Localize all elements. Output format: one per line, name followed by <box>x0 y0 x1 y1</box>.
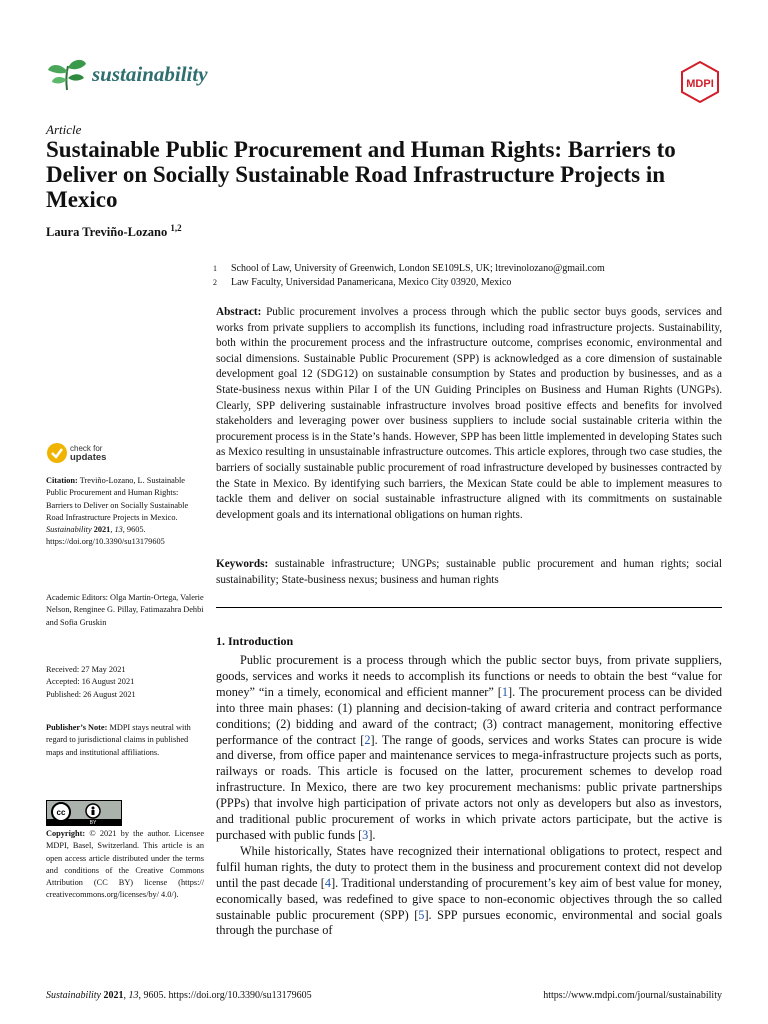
citation-block: Citation: Treviño-Lozano, L. Sustainable Public Procurement and Human Rights: Barriers to Deliver on Socially Sustainable Road Infrastructure Projects in Mexico. Sustainability 2021, 13, 9605. https://doi.org/10.3390/su13179605 <box>46 476 189 547</box>
affiliation-text: Law Faculty, Universidad Panamericana, Mexico City 03920, Mexico <box>231 277 512 288</box>
cc-by-text: BY <box>89 820 97 825</box>
affiliations <box>213 262 733 290</box>
mdpi-logo-icon <box>678 60 722 104</box>
abstract <box>216 305 722 523</box>
cc-by-icon <box>47 801 121 825</box>
received-date: Received: 27 May 2021 <box>46 665 126 674</box>
copyright-text: © 2021 by the author. Licensee MDPI, Basel, Switzerland. This article is an open access article distributed under the terms and conditions of the Creative Commons Attribution (CC BY) license (https:// creativecommons.org/licenses/by/ 4.0/). <box>46 829 204 900</box>
text-run: ]. The procurement process can be divided into three main phases: (1) planning and decision-taking of award criteria and contract performance conditions; (2) bidding and award of the contract; (3) contract management, monitoring effective performance of the contract [ <box>216 684 722 747</box>
affiliation-num: 1 <box>213 264 217 273</box>
mdpi-logo-text: MDPI <box>686 78 714 90</box>
journal-logo-icon <box>46 58 88 92</box>
check-for-updates-line2: updates <box>70 452 107 463</box>
divider <box>216 607 722 608</box>
keywords-text: sustainable infrastructure; UNGPs; sustainable public procurement and human rights; social sustainability; State-business nexus; business and human rights <box>216 558 722 586</box>
svg-text:cc: cc <box>56 808 66 817</box>
copyright-block <box>46 828 204 902</box>
text-run: ]. Traditional understanding of procurement’s key aim of best value for money, economically based, was redefined to give space to non-economic objectives through the so called sustainable public procurement (SPP) [ <box>216 875 722 922</box>
footer-journal: Sustainability <box>46 990 101 1001</box>
author-affil-sup: 1,2 <box>170 223 182 233</box>
check-for-updates-line1: check for <box>70 444 103 453</box>
abstract-text: Public procurement involves a process through which the public sector buys goods, services and works from private suppliers to accomplish its functions, including road infrastructure projects. Sustainability, both within the procurement process and the infrastructure outcome, comprises economic, environmental and social dimensions. Sustainable Public Procurement (SPP) is acknowledged as a core dimension of sustainable development goal 12 (SDG12) on sustainable consumption by States and production by businesses, and as a State-business nexus within Pilar I of the UN Guiding Principles on Business and Human Rights (UNGPs). Clearly, SPP delivering sustainable infrastructure involves broad positive effects and benefits for involved stakeholders and leveraging power over business suppliers to include social sustainable criteria within the procurement process is in the State’s hands. However, SPP has been little implemented in developing States such as Mexico resulting in unsustainable infrastructure outcomes. This article explores, through two case studies, the barriers of socially sustainable public procurement of road infrastructure developed by businesses contracted by the State in Mexico. By identifying such barriers, the Mexican State could be able to implement measures to tackle them and deliver on social sustainable infrastructure aligned with its commitments on sustainable development goals and its international obligations on human rights. <box>216 306 722 521</box>
body-text <box>216 653 722 939</box>
footer-citation: Sustainability 2021, 13, 9605. https://doi.org/10.3390/su13179605 <box>46 990 312 1001</box>
text-run: Public procurement is a process through which the public sector buys, from private suppliers, goods, services and works it needs to accomplish its functions or needs to obtain the best “value for money” “in a timely, economical and efficient manner” [ <box>216 653 722 699</box>
copyright-label: Copyright: <box>46 829 86 838</box>
check-for-updates-icon[interactable] <box>46 441 68 465</box>
citation-link[interactable]: 5 <box>418 907 425 922</box>
text-run: While historically, States have recognized their international obligations to protect, respect and fulfil human rights, the duty to protect them in the business and procurement context did not develop until the past decade [ <box>216 843 722 890</box>
author <box>46 223 182 240</box>
citation-year: 2021 <box>93 525 111 535</box>
check-for-updates-label[interactable] <box>70 444 106 462</box>
published-date: Published: 26 August 2021 <box>46 689 136 699</box>
academic-editors: Academic Editors: Olga Martin-Ortega, Valerie Nelson, Renginee G. Pillay, Fatimazahra Dehbi and Sofia Gruskin <box>46 593 204 627</box>
citation-label: Citation: <box>46 476 78 485</box>
citation-text: Treviño-Lozano, L. Sustainable Public Procurement and Human Rights: Barriers to Deliver on Socially Sustainable Road Infrastructure Projects in Mexico. <box>46 476 189 522</box>
publisher-note <box>46 722 204 759</box>
text-run: ]. The range of goods, services and works States can procure is wide and diverse, from office paper and maintenance services to mega-infrastructure projects such as ports, railways or roads. This article is focused on the latter, procurement schemes to develop road infrastructure. In Mexico, there are two key procurement mechanisms: public private partnerships (PPPs) that involve high participation of private actors not only as developers but also as investors, and traditional public procurement of works in which private actors participate, but the active is purchased with public funds [ <box>216 732 722 842</box>
citation-journal: Sustainability <box>46 525 92 535</box>
text-run: ]. <box>368 827 376 842</box>
article-type: Article <box>46 122 82 137</box>
keywords-label: Keywords: <box>216 558 269 570</box>
citation-link[interactable]: 2 <box>364 732 371 747</box>
affiliation-text: School of Law, University of Greenwich, London SE109LS, UK; ltrevinolozano@gmail.com <box>231 263 605 274</box>
affiliation-num: 2 <box>213 278 217 287</box>
citation-link[interactable]: 4 <box>324 875 332 890</box>
footer-journal-url[interactable]: https://www.mdpi.com/journal/sustainability <box>543 990 722 1001</box>
affiliation-item <box>213 262 733 276</box>
abstract-label: Abstract: <box>216 306 262 318</box>
citation-volume: 13 <box>114 525 123 535</box>
page-title: Sustainable Public Procurement and Human Rights: Barriers to Deliver on Socially Sustainable Road Infrastructure Projects in Mexico <box>46 137 676 212</box>
keywords <box>216 557 722 588</box>
text-run: ]. SPP pursues economic, environmental and social goals through the purchase of <box>216 907 722 938</box>
dates-block <box>46 664 204 701</box>
publisher-note-text: MDPI stays neutral with regard to jurisdictional claims in published maps and institutional affiliations. <box>46 723 191 757</box>
section-heading: 1. Introduction <box>216 634 294 648</box>
citation-link[interactable]: 1 <box>501 684 508 699</box>
affiliation-item <box>213 276 733 290</box>
footer-volume: 13 <box>128 990 139 1001</box>
paragraph <box>216 844 722 939</box>
cc-by-license-badge[interactable] <box>46 800 122 826</box>
footer-doi[interactable]: , 9605. https://doi.org/10.3390/su13179605 <box>138 990 312 1001</box>
footer-year: 2021 <box>103 990 124 1001</box>
journal-name: sustainability <box>92 62 208 86</box>
citation-doi[interactable]: , 9605. https://doi.org/10.3390/su13179605 <box>46 525 165 547</box>
author-name: Laura Treviño-Lozano <box>46 225 168 240</box>
citation-link[interactable]: 3 <box>362 827 369 842</box>
paragraph <box>216 653 722 844</box>
accepted-date: Accepted: 16 August 2021 <box>46 677 135 687</box>
publisher-note-label: Publisher’s Note: <box>46 723 108 732</box>
